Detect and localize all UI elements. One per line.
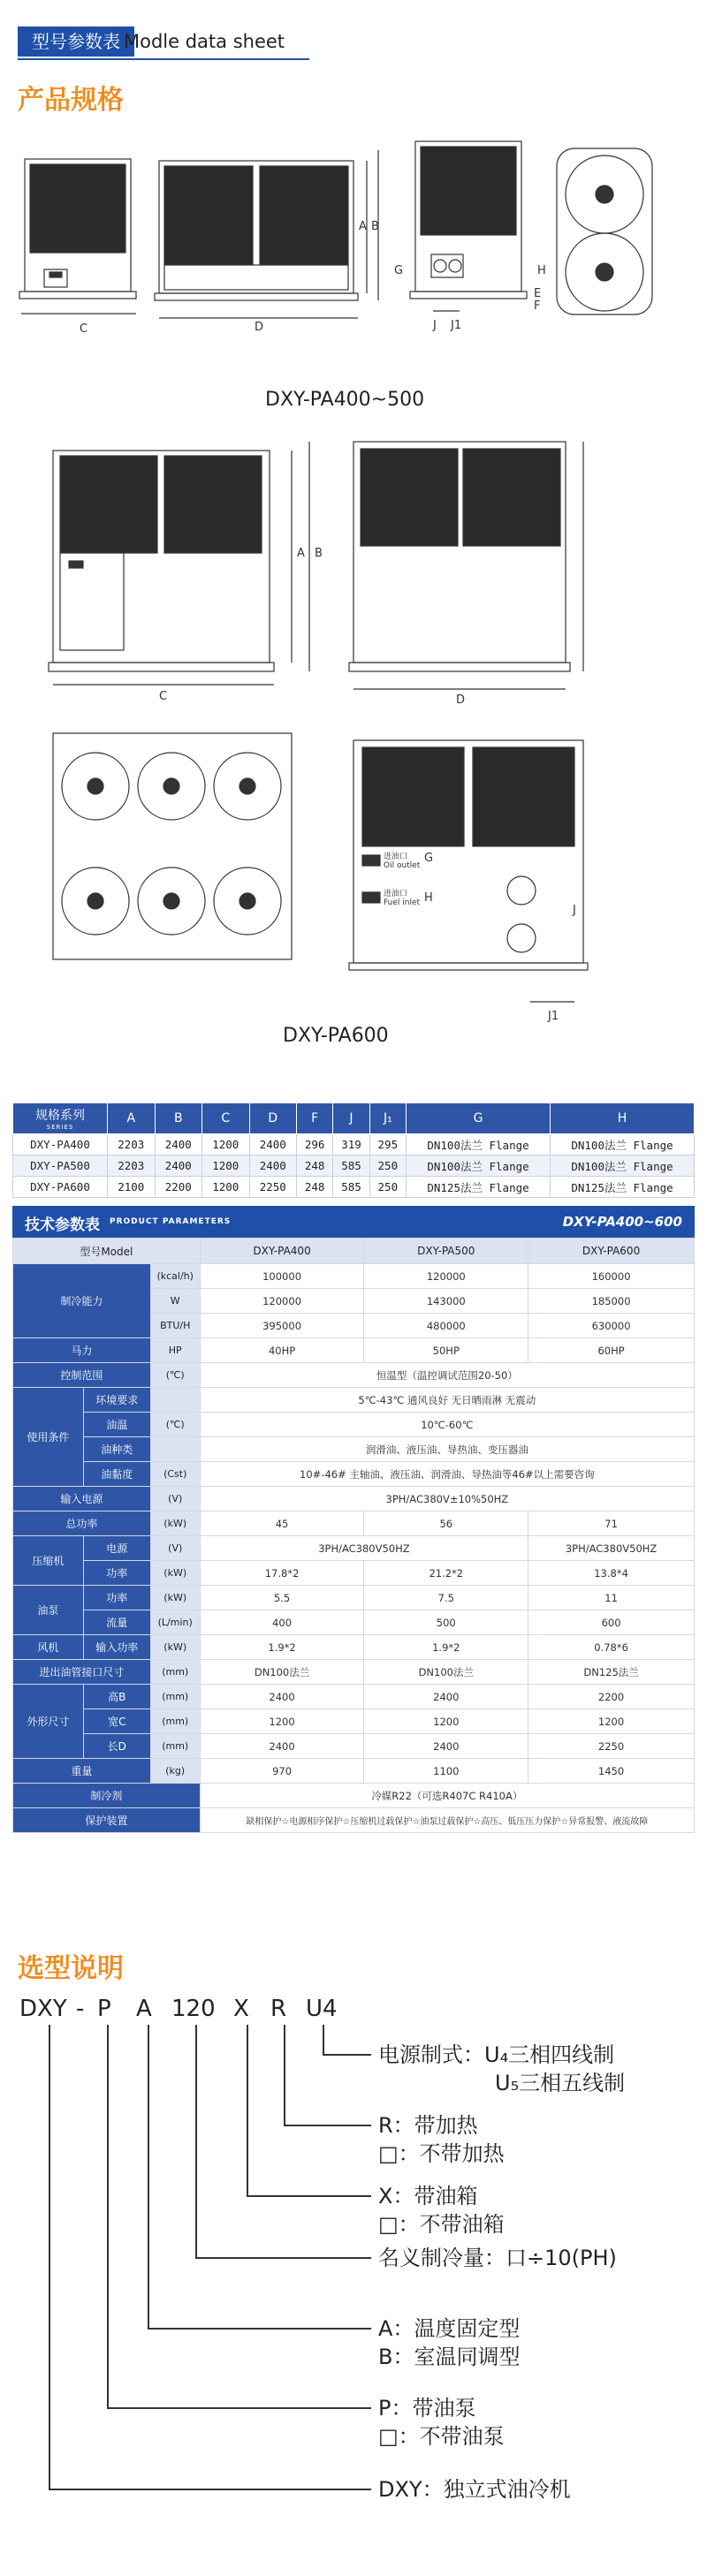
table-row: 外形尺寸 高B (mm) 2400 2400 2200 <box>13 1685 695 1709</box>
code-x: X <box>233 1996 249 2022</box>
dim-label-f: F <box>534 299 541 313</box>
table-row: 功率 (kW) 17.8*2 21.2*2 13.8*4 <box>13 1561 695 1586</box>
select-section-title: 选型说明 <box>18 1953 124 1984</box>
table-row: 保护装置 缺相保护☆电源相序保护☆压缩机过载保护☆油泵过载保护☆高压、低压压力保护☆异常报警、液流故障 <box>13 1808 695 1833</box>
table-row: 油黏度 (Cst) 10#-46# 主轴油、液压油、润滑油、导热油等46#以上需要咨询 <box>13 1462 695 1487</box>
dim-label-j: J <box>433 319 437 332</box>
oil-inlet-cn: 进油口 <box>384 890 408 898</box>
dim2-label-a: A <box>297 547 305 560</box>
col-model-1: DXY-PA400 <box>200 1239 364 1264</box>
dim-label-e: E <box>534 287 542 300</box>
code-u4: U4 <box>306 1996 338 2022</box>
model-code-diagram <box>0 1988 707 2576</box>
oil-outlet-cn: 进油口 <box>384 852 408 861</box>
legend-power: 电源制式：U₄三相四线制 <box>378 2042 615 2067</box>
dim2-label-b: B <box>315 547 323 560</box>
dims-head: G <box>407 1103 551 1134</box>
spec-section-title: 产品规格 <box>18 85 124 116</box>
table-row: 油种类 润滑油、液压油、导热油、变压器油 <box>13 1437 695 1462</box>
drawing-pa600 <box>9 424 698 1060</box>
dim2-label-h: H <box>424 891 433 905</box>
dim2-label-c: C <box>159 690 168 703</box>
dims-head-series: 规格系列 SERIES <box>13 1103 108 1134</box>
code-dash: - <box>76 1996 85 2022</box>
table-row: DXY-PA500 2203 2400 1200 2400 248 585 250 DN100法兰 Flange DN100法兰 Flange <box>13 1155 695 1177</box>
table-row: 风机 输入功率 (kW) 1.9*2 1.9*2 0.78*6 <box>13 1635 695 1660</box>
col-model-3: DXY-PA600 <box>528 1239 695 1264</box>
table-row: 制冷能力 (kcal/h) 100000 120000 160000 <box>13 1264 695 1289</box>
params-header <box>12 1206 695 1238</box>
table-row: 控制范围 (℃) 恒温型（温控调试范围20-50） <box>13 1363 695 1388</box>
table-row: DXY-PA600 2100 2200 1200 2250 248 585 250 DN125法兰 Flange DN125法兰 Flange <box>13 1177 695 1198</box>
oil-outlet-en: Oil outlet <box>384 861 421 870</box>
code-dxy: DXY <box>19 1996 67 2022</box>
drawing-pa400-500 <box>9 124 698 389</box>
legend-heat-2: □：不带加热 <box>378 2141 505 2166</box>
table-row: 宽C (mm) 1200 1200 1200 <box>13 1709 695 1734</box>
dim-label-j1: J1 <box>451 319 462 332</box>
table-row: 压缩机 电源 (V) 3PH/AC380V50HZ 3PH/AC380V50HZ <box>13 1536 695 1561</box>
col-model: 型号Model <box>13 1239 201 1264</box>
table-row: W 120000 143000 185000 <box>13 1289 695 1314</box>
table-row: 输入电源 (V) 3PH/AC380V±10%50HZ <box>13 1487 695 1512</box>
table-row: 使用条件 环境要求 5℃-43℃ 通风良好 无日晒雨淋 无震动 <box>13 1388 695 1413</box>
dims-head: D <box>249 1103 297 1134</box>
dim2-label-j1: J1 <box>548 1010 559 1023</box>
code-p: P <box>97 1996 111 2022</box>
dim2-label-d: D <box>456 693 466 707</box>
params-table <box>12 1238 695 1833</box>
table-row: 流量 (L/min) 400 500 600 <box>13 1610 695 1635</box>
table-row: 油泵 功率 (kW) 5.5 7.5 11 <box>13 1586 695 1610</box>
code-120: 120 <box>171 1996 216 2022</box>
table-row: 马力 HP 40HP 50HP 60HP <box>13 1338 695 1363</box>
dim2-label-g: G <box>424 852 434 865</box>
table-row: 长D (mm) 2400 2400 2250 <box>13 1734 695 1759</box>
oil-inlet-en: Fuel inlet <box>384 898 421 907</box>
dims-table <box>12 1102 695 1198</box>
section-title-en: Modle data sheet <box>124 31 285 52</box>
drawing-caption-1: DXY-PA400~500 <box>265 389 425 411</box>
dims-head: B <box>155 1103 202 1134</box>
dims-head: C <box>202 1103 250 1134</box>
dim-label-h: H <box>537 264 546 277</box>
dim-label-a: A <box>359 220 367 233</box>
dim2-label-j: J <box>573 904 576 917</box>
table-row: 总功率 (kW) 45 56 71 <box>13 1512 695 1536</box>
legend-tank: X：带油箱 <box>378 2184 478 2209</box>
legend-power-2: U₅三相五线制 <box>495 2071 626 2095</box>
dims-head: H <box>551 1103 695 1134</box>
legend-dxy: DXY：独立式油冷机 <box>378 2477 571 2502</box>
dims-head: J₁ <box>369 1103 406 1134</box>
table-row: 进出油管接口尺寸 (mm) DN100法兰 DN100法兰 DN125法兰 <box>13 1660 695 1685</box>
legend-type: A：温度固定型 <box>378 2316 521 2341</box>
dim-label-d: D <box>255 321 264 334</box>
table-row: 油温 (℃) 10℃-60℃ <box>13 1413 695 1437</box>
code-r: R <box>270 1996 287 2022</box>
header-underline <box>18 58 309 60</box>
dims-head: J <box>333 1103 369 1134</box>
table-row: 制冷剂 冷媒R22（可选R407C R410A） <box>13 1784 695 1808</box>
col-model-2: DXY-PA500 <box>364 1239 528 1264</box>
legend-pump: P：带油泵 <box>378 2396 476 2421</box>
table-row: 重量 (kg) 970 1100 1450 <box>13 1759 695 1784</box>
dim-label-b: B <box>371 220 379 233</box>
legend-tank-2: □：不带油箱 <box>378 2212 505 2237</box>
params-subtitle: PRODUCT PARAMETERS <box>110 1217 232 1226</box>
dims-head: F <box>297 1103 333 1134</box>
legend-capacity: 名义制冷量：口÷10(PH) <box>378 2246 617 2270</box>
section-tab: 型号参数表 <box>18 27 134 57</box>
params-range: DXY-PA400~600 <box>562 1214 682 1230</box>
drawing-caption-2: DXY-PA600 <box>283 1025 389 1047</box>
legend-pump-2: □：不带油泵 <box>378 2424 505 2449</box>
table-row: DXY-PA400 2203 2400 1200 2400 296 319 295 DN100法兰 Flange DN100法兰 Flange <box>13 1134 695 1155</box>
code-a: A <box>136 1996 152 2022</box>
params-title: 技术参数表 <box>25 1216 100 1234</box>
dim-label-c: C <box>80 322 88 336</box>
dims-head: A <box>108 1103 156 1134</box>
legend-type-2: B：室温同调型 <box>378 2345 521 2369</box>
dim-label-g: G <box>394 264 404 277</box>
table-row: BTU/H 395000 480000 630000 <box>13 1314 695 1338</box>
legend-heat: R：带加热 <box>378 2113 478 2138</box>
